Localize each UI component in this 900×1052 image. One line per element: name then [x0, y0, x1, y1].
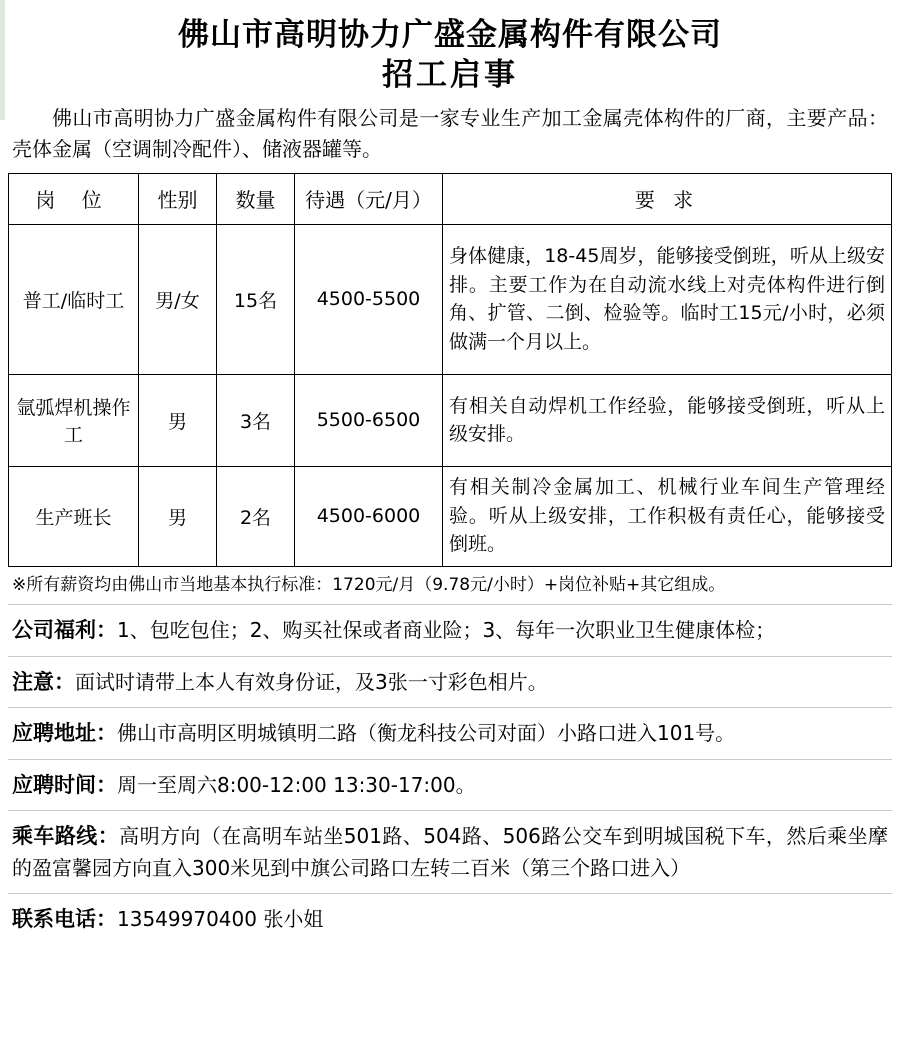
cell-position: 生产班长 [9, 466, 139, 566]
intro-paragraph: 佛山市高明协力广盛金属构件有限公司是一家专业生产加工金属壳体构件的厂商，主要产品：壳体金属（空调制冷配件）、储液器罐等。 [12, 105, 888, 161]
section-separator: ： [54, 669, 75, 694]
section-label: 联系电话 [12, 906, 96, 931]
cell-position: 普工/临时工 [9, 224, 139, 374]
table-header-row [9, 173, 892, 224]
cell-count: 15名 [217, 224, 295, 374]
section-body: 1、包吃包住；2、购买社保或者商业险；3、每年一次职业卫生健康体检； [117, 618, 776, 643]
header-salary: 待遇（元/月） [295, 173, 443, 224]
header-position: 岗 位 [9, 173, 139, 224]
cell-gender: 男/女 [139, 224, 217, 374]
cell-count: 3名 [217, 374, 295, 466]
cell-salary: 4500-6000 [295, 466, 443, 566]
cell-salary: 5500-6500 [295, 374, 443, 466]
section-body: 13549970400 张小姐 [117, 906, 324, 931]
company-title: 佛山市高明协力广盛金属构件有限公司 [178, 17, 722, 53]
section-label: 乘车路线 [12, 824, 98, 849]
section-separator: ： [96, 906, 117, 931]
header-requirement: 要 求 [443, 173, 892, 224]
cell-requirement: 有相关自动焊机工作经验，能够接受倒班，听从上级安排。 [443, 374, 892, 466]
header-gender: 性别 [139, 173, 217, 224]
table-row [9, 466, 892, 566]
table-row [9, 374, 892, 466]
section-body: 高明方向（在高明车站坐501路、504路、506路公交车到明城国税下车，然后乘坐摩的盈富馨园方向直入300米见到中旗公司路口左转二百米（第三个路口进入） [12, 824, 889, 880]
table-row [9, 224, 892, 374]
cell-gender: 男 [139, 466, 217, 566]
cell-count: 2名 [217, 466, 295, 566]
cell-requirement: 身体健康，18-45周岁，能够接受倒班，听从上级安排。主要工作为在自动流水线上对壳体构件进行倒角、扩管、二倒、检验等。临时工15元/小时，必须做满一个月以上。 [443, 224, 892, 374]
section-notice [8, 657, 892, 709]
cell-position: 氩弧焊机操作工 [9, 374, 139, 466]
cell-requirement: 有相关制冷金属加工、机械行业车间生产管理经验。听从上级安排，工作积极有责任心，能够接受倒班。 [443, 466, 892, 566]
section-label: 公司福利 [12, 618, 96, 643]
decorative-left-bar [0, 0, 5, 120]
section-hours [8, 760, 892, 812]
document-title: 招工启事 [382, 56, 518, 93]
section-address [8, 708, 892, 760]
section-company-benefits [8, 605, 892, 657]
section-body: 面试时请带上本人有效身份证，及3张一寸彩色相片。 [75, 669, 548, 694]
title-block [8, 16, 892, 97]
section-separator: ： [96, 618, 117, 643]
cell-gender: 男 [139, 374, 217, 466]
section-label: 应聘地址 [12, 721, 96, 746]
section-transit-route [8, 811, 892, 894]
cell-salary: 4500-5500 [295, 224, 443, 374]
section-separator: ： [97, 824, 120, 849]
jobs-table [8, 173, 892, 567]
header-count: 数量 [217, 173, 295, 224]
section-body: 周一至周六8:00-12:00 13:30-17:00。 [117, 772, 476, 797]
section-separator: ： [96, 772, 117, 797]
section-separator: ： [96, 721, 117, 746]
section-label: 注意 [12, 669, 54, 694]
salary-footnote: ※所有薪资均由佛山市当地基本执行标准：1720元/月（9.78元/小时）+岗位补贴+其它组成。 [8, 567, 892, 606]
section-contact-phone [8, 894, 892, 945]
section-label: 应聘时间 [12, 772, 96, 797]
section-body: 佛山市高明区明城镇明二路（衡龙科技公司对面）小路口进入101号。 [117, 721, 736, 746]
